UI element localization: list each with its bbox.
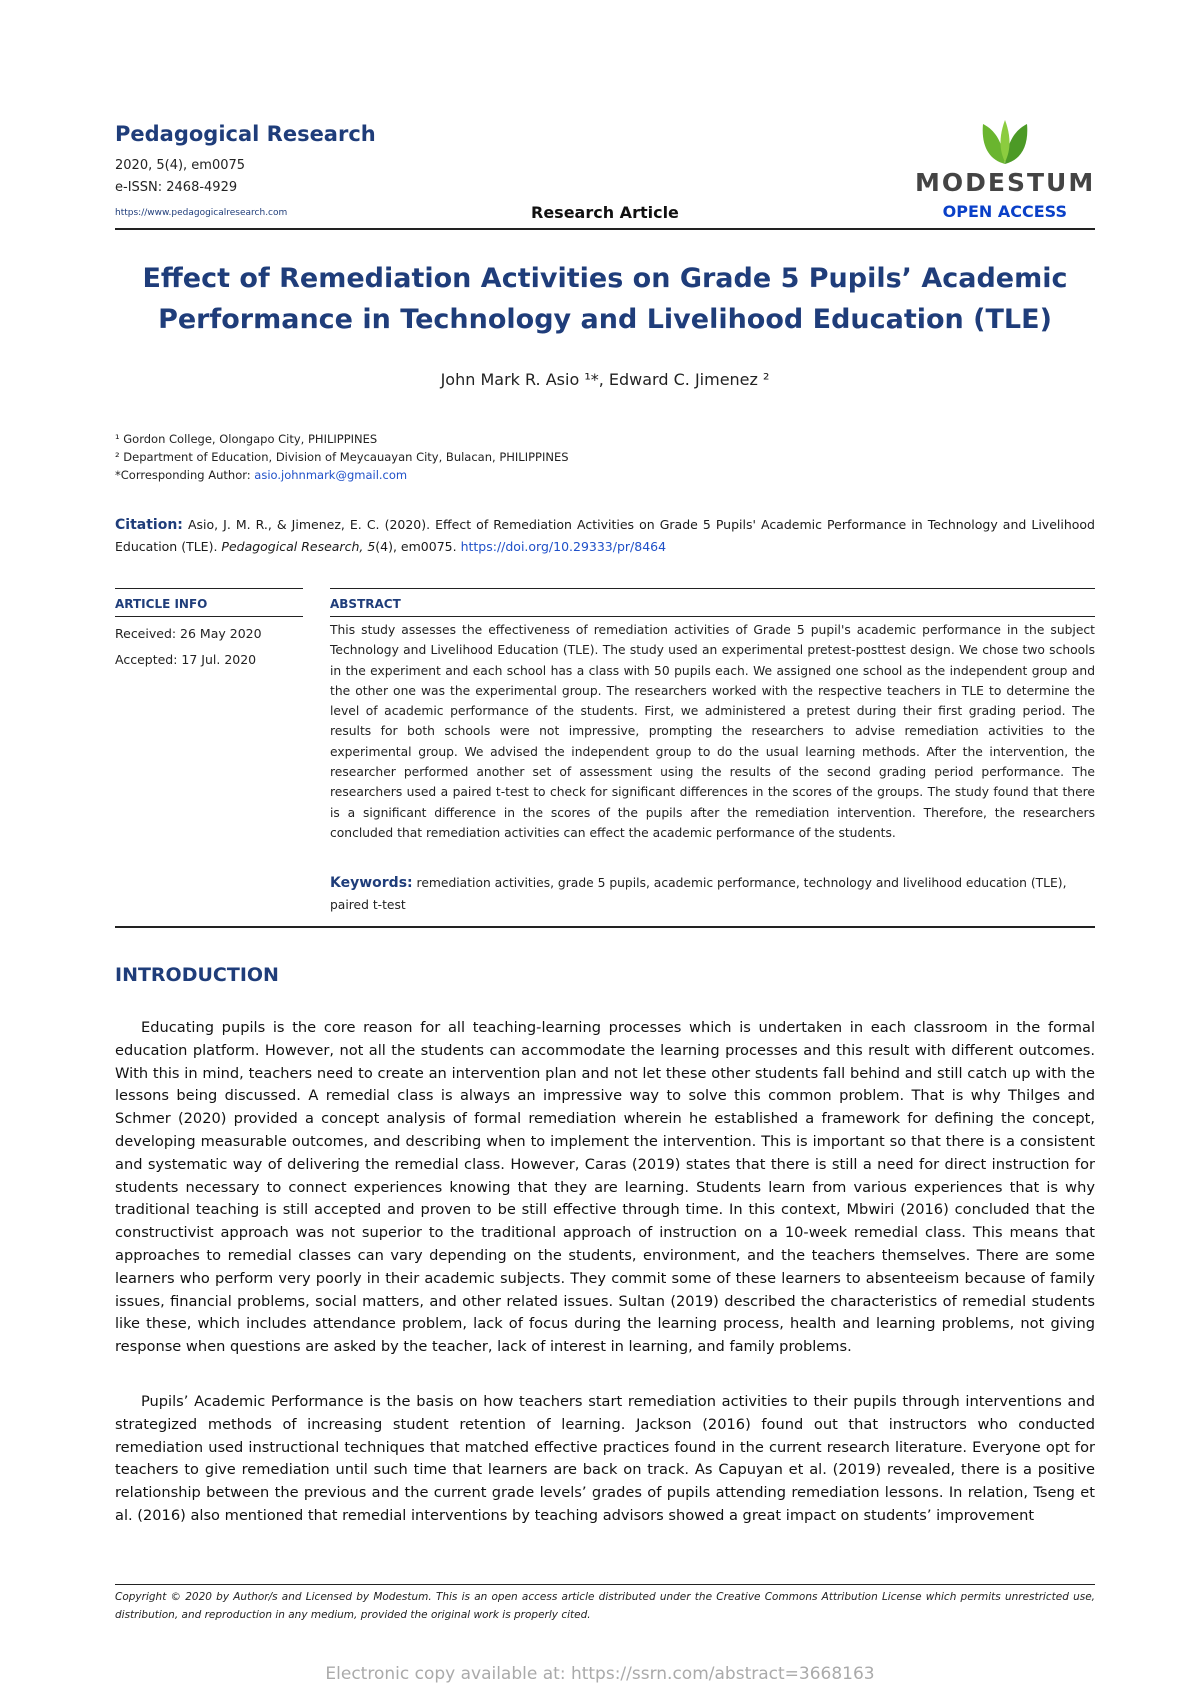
keywords: [330, 872, 1095, 916]
author-list: John Mark R. Asio ¹*, Edward C. Jimenez ²: [440, 370, 770, 389]
article-info-label: ARTICLE INFO: [115, 597, 208, 611]
intro-paragraph: Pupils’ Academic Performance is the basis on how teachers start remediation activities to their pupils through interventions and strategized methods of increasing student retention of learning. Jackson (2016) found out that instructors who conducted remediation used instructional techniques that matched effective practices found in the current research literature. Everyone opt for teachers to give remediation until such time that learners are back on track. As Capuyan et al. (2019) revealed, there is a positive relationship between the previous and the current grade levels’ grades of pupils attending remediation lessons. In relation, Tseng et al. (2016) also mentioned that remedial interventions by teaching advisors showed a great impact on students’ improvement: [115, 1393, 1095, 1524]
doi-link[interactable]: https://doi.org/10.29333/pr/8464: [460, 539, 667, 554]
received-date: Received: 26 May 2020: [115, 626, 262, 641]
intro-paragraph: Educating pupils is the core reason for all teaching-learning processes which is undertaken in each classroom in the formal education platform. However, not all the students can accommodate the learning processes and this result with different outcomes. With this in mind, teachers need to create an intervention plan and not let these other students fall behind and still catch up with the lessons being discussed. A remedial class is always an impressive way to solve this common problem. That is why Thilges and Schmer (2020) provided a concept analysis of formal remediation wherein he established a framework for defining the concept, developing measurable outcomes, and describing when to implement the intervention. This is important so that there is a consistent and systematic way of delivering the remedial class. However, Caras (2019) states that there is still a need for direct instruction for students necessary to connect experiences knowing that they are learning. Students learn from various experiences that is why traditional teaching is still accepted and proven to be still effective through time. In this context, Mbwiri (2016) concluded that the constructivist approach was not superior to the traditional approach of instruction on a 10-week remedial class. This means that approaches to remedial classes can vary depending on the students, environment, and the teachers themselves. There are some learners who perform very poorly in their academic subjects. They commit some of these learners to absenteeism because of family issues, financial problems, social matters, and other related issues. Sultan (2019) described the characteristics of remedial students like these, which includes attendance problem, lack of focus during the learning process, health and learning problems, not giving response when questions are asked by the teacher, lack of interest in learning, and family problems.: [115, 1019, 1095, 1356]
copyright-notice: Copyright © 2020 by Author/s and Licensed by Modestum. This is an open access article distributed under the Creative Commons Attribution License which permits unrestricted use, distribution, and reproduction in any medium, provided the original work is properly cited.: [115, 1591, 1095, 1621]
footer-rule: [115, 1584, 1095, 1585]
abstract-rule: [330, 588, 1095, 589]
abstract-label: ABSTRACT: [330, 597, 401, 611]
journal-url-link[interactable]: https://www.pedagogicalresearch.com: [115, 208, 288, 218]
citation: [115, 514, 1095, 557]
issn: e-ISSN: 2468-4929: [115, 180, 238, 195]
abstract-bottom-rule: [115, 926, 1095, 928]
citation-text-tail: (4), em0075.: [375, 539, 461, 554]
article-info-rule-lower: [115, 616, 303, 617]
header-rule: [115, 228, 1095, 230]
affiliation-2: ² Department of Education, Division of Meycauayan City, Bulacan, PHILIPPINES: [115, 450, 569, 464]
volume-info: 2020, 5(4), em0075: [115, 158, 246, 173]
title-line: Performance in Technology and Livelihood Education (TLE): [158, 304, 1052, 335]
corresponding-author: [115, 468, 407, 482]
ssrn-watermark: Electronic copy available at: https://ssrn.com/abstract=3668163: [325, 1664, 875, 1684]
affiliation-1: ¹ Gordon College, Olongapo City, PHILIPPINES: [115, 432, 378, 446]
corresponding-label: *Corresponding Author:: [115, 468, 255, 482]
article-title: [115, 258, 1095, 340]
title-line: Effect of Remediation Activities on Grade 5 Pupils’ Academic: [142, 263, 1068, 294]
leaf-logo-icon: [975, 116, 1035, 166]
article-info-rule: [115, 588, 303, 589]
accepted-date: Accepted: 17 Jul. 2020: [115, 652, 257, 667]
journal-name: Pedagogical Research: [115, 122, 376, 146]
journal-header: [115, 122, 1095, 230]
citation-label: Citation:: [115, 517, 183, 533]
publisher-name: MODESTUM: [915, 168, 1096, 197]
open-access-badge: OPEN ACCESS: [942, 202, 1067, 221]
keywords-label: Keywords:: [330, 875, 413, 891]
abstract-text: This study assesses the effectiveness of remediation activities of Grade 5 pupil's academic performance in the subject Technology and Livelihood Education (TLE). The study used an experimental pretest-posttest design. We chose two schools in the experiment and each school has a class with 50 pupils each. We assigned one school as the independent group and the other one was the experimental group. The researchers worked with the respective teachers in TLE to determine the level of academic performance of the students. First, we administered a pretest during their first grading period. The results for both schools were not impressive, prompting the researchers to advise remediation activities to the experimental group. We advised the independent group to do the usual learning methods. After the intervention, the researcher performed another set of assessment using the results of the second grading period performance. The researchers used a paired t-test to check for significant differences in the scores of the groups. The study found that there is a significant difference in the scores of the pupils after the remediation intervention. Therefore, the researchers concluded that remediation activities can effect the academic performance of the students.: [330, 623, 1095, 840]
article-type: Research Article: [531, 203, 679, 222]
abstract-rule-lower: [330, 616, 1095, 617]
introduction-heading: INTRODUCTION: [115, 964, 279, 986]
keywords-text: remediation activities, grade 5 pupils, academic performance, technology and livelihood education (TLE), paired t-test: [330, 876, 1067, 912]
author-email-link[interactable]: asio.johnmark@gmail.com: [254, 468, 408, 482]
citation-journal: Pedagogical Research, 5: [221, 539, 376, 554]
citation-text: Asio, J. M. R., & Jimenez, E. C. (2020). Effect of Remediation Activities on Grade 5 Pupils' Academic Performance in Technology and Livelihood Education (TLE).: [115, 517, 1095, 554]
